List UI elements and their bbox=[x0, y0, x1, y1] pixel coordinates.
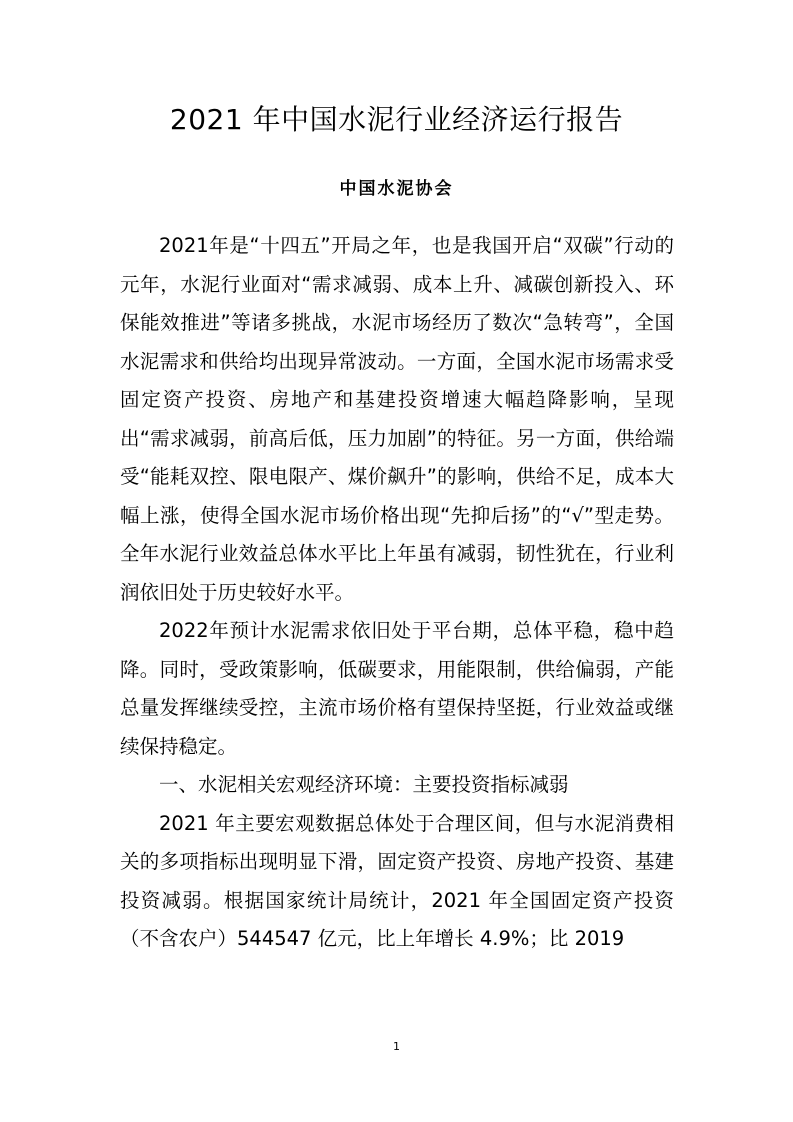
paragraph-intro: 2021年是“十四五”开局之年，也是我国开启“双碳”行动的元年，水泥行业面对“需求减弱、成本上升、减碳创新投入、环保能效推进”等诸多挑战，水泥市场经历了数次“急转弯”，全国水泥需求和供给均出现异常波动。一方面，全国水泥市场需求受固定资产投资、房地产和基建投资增速大幅趋降影响，呈现出“需求减弱，前高后低，压力加剧”的特征。另一方面，供给端受“能耗双控、限电限产、煤价飙升”的影响，供给不足，成本大幅上涨，使得全国水泥市场价格出现“先抑后扬”的“√”型走势。全年水泥行业效益总体水平比上年虽有减弱，韧性犹在，行业利润依旧处于历史较好水平。 bbox=[120, 234, 674, 604]
paragraph-outlook: 2022年预计水泥需求依旧处于平台期，总体平稳，稳中趋降。同时，受政策影响，低碳要求，用能限制，供给偏弱，产能总量发挥继续受控，主流市场价格有望保持坚挺，行业效益或继续保持稳定。 bbox=[120, 619, 674, 758]
document-title: 2021 年中国水泥行业经济运行报告 bbox=[169, 103, 624, 136]
document-body bbox=[120, 227, 674, 959]
section-heading: 一、水泥相关宏观经济环境：主要投资指标减弱 bbox=[159, 773, 569, 796]
document-author: 中国水泥协会 bbox=[339, 179, 454, 199]
page-number: 1 bbox=[393, 1040, 400, 1053]
paragraph-section-1: 2021 年主要宏观数据总体处于合理区间，但与水泥消费相关的多项指标出现明显下滑，固定资产投资、房地产投资、基建投资减弱。根据国家统计局统计，2021 年全国固定资产投资（不含农户）544547 亿元，比上年增长 4.9%；比 2019 bbox=[120, 811, 674, 950]
